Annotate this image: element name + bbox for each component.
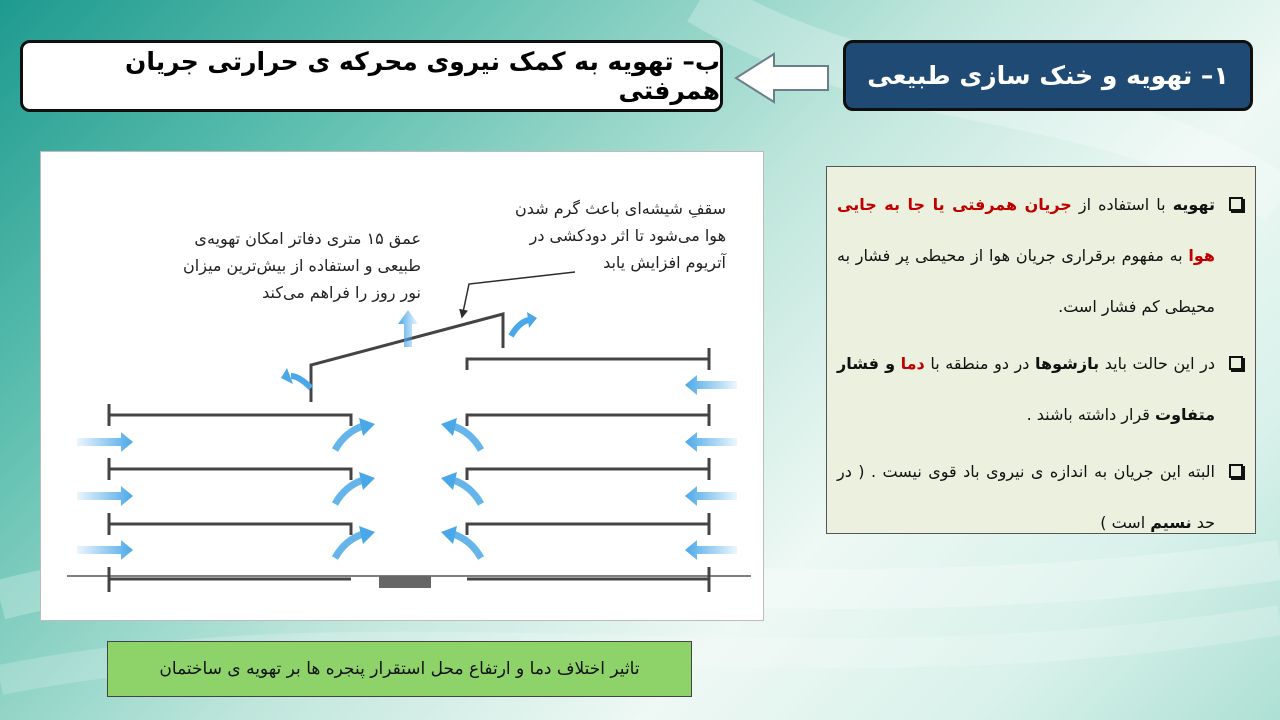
list-item: [837, 179, 1245, 332]
text-span: در دو منطقه با: [924, 354, 1036, 373]
text-span: قرار داشته باشند .: [1026, 405, 1156, 424]
term-convection: جریان همرفتی یا جا به جایی هوا: [837, 195, 1215, 265]
text-span: به مفهوم برقراری جریان هوا از محیطی پر فشار به محیطی کم فشار است.: [837, 246, 1215, 316]
annotation-office-depth: عمق ۱۵ متری دفاتر امکان تهویه‌ی طبیعی و استفاده از بیش‌ترین میزان نور روز را فراهم می‌کند: [183, 229, 421, 302]
term-temperature: دما: [900, 354, 925, 373]
left-arrow-icon: [734, 52, 830, 104]
section-title: ۱– تهویه و خنک سازی طبیعی: [867, 61, 1229, 90]
term-openings: بازشوها: [1035, 354, 1100, 373]
text-span: با استفاده از: [1071, 195, 1173, 214]
checkbox-bullet-icon: [1229, 464, 1243, 478]
subsection-title: ب– تهویه به کمک نیروی محرکه ی حرارتی جریان همرفتی: [125, 47, 720, 105]
list-item: [837, 338, 1245, 440]
list-item: [837, 446, 1245, 548]
explanation-box: [826, 166, 1256, 534]
text-span: در این حالت باید: [1099, 354, 1215, 373]
checkbox-bullet-icon: [1229, 197, 1243, 211]
text-span: البته این جریان به اندازه ی نیروی باد قوی نیست . ( در حد: [837, 462, 1215, 532]
checkbox-bullet-icon: [1229, 356, 1243, 370]
ventilation-diagram: [40, 151, 764, 621]
subsection-title-box: [20, 40, 723, 112]
text-span: است ): [1100, 513, 1151, 532]
term-pressure: و فشار متفاوت: [837, 354, 1215, 424]
caption-text: تاثیر اختلاف دما و ارتفاع محل استقرار پنجره ها بر تهویه ی ساختمان: [159, 659, 640, 679]
annotation-glass-roof: سقفِ شیشه‌ای باعث گرم شدن هوا می‌شود تا اثر دودکشی در آتریوم افزایش یابد: [515, 199, 726, 272]
term-ventilation: تهویه: [1172, 195, 1215, 214]
section-title-box: [843, 40, 1253, 111]
term-breeze: نسیم: [1150, 513, 1192, 532]
figure-caption: [107, 641, 692, 697]
